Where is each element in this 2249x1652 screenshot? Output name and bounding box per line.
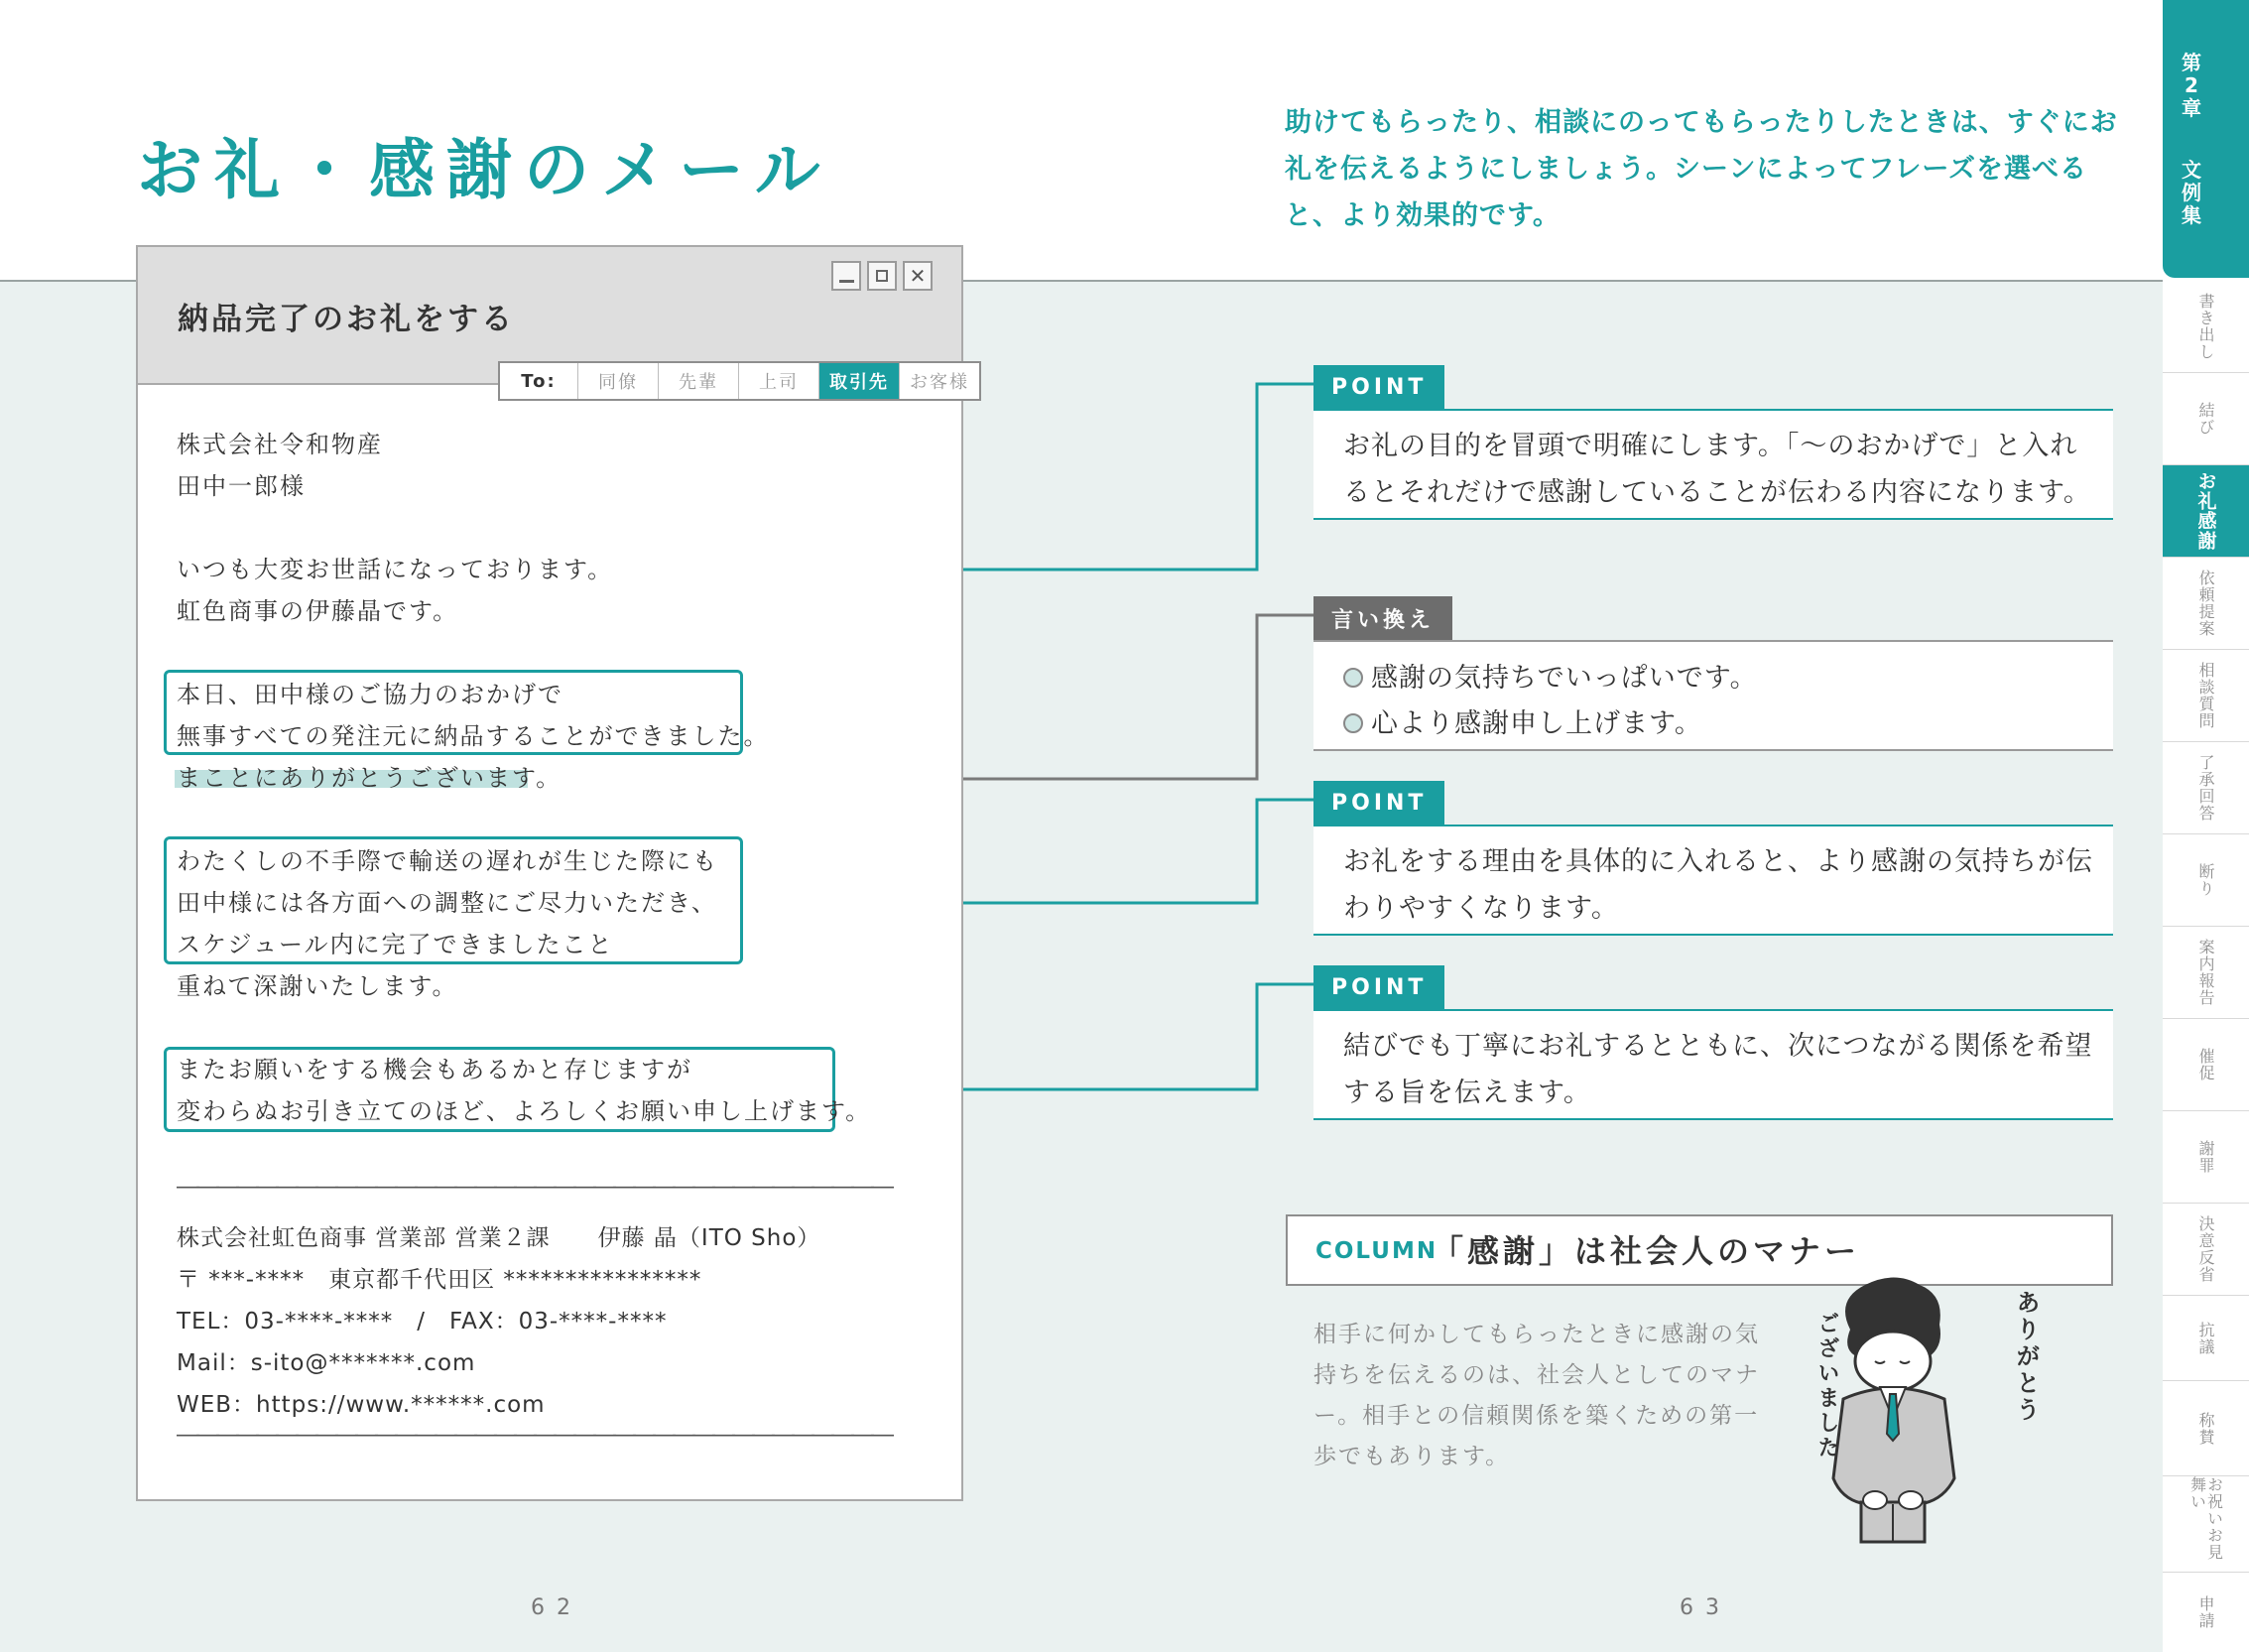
alt-label: 言い換え	[1313, 596, 1452, 640]
sidebar-item-label: 相談質問	[2196, 662, 2215, 729]
minimize-icon[interactable]	[831, 261, 861, 291]
signature-name: 株式会社虹色商事 営業部 営業２課 伊藤 晶（ITO Sho）	[177, 1225, 821, 1251]
signature-mail: Mail：s-ito@*******.com	[177, 1350, 476, 1376]
page-number-right: 63	[1680, 1595, 1731, 1620]
signature-rule: ――――――――――――――――――――――――――――――――――――	[177, 1422, 891, 1448]
point-label: POINT	[1313, 365, 1444, 409]
point-panel-1	[1313, 409, 2113, 520]
point-label: POINT	[1313, 965, 1444, 1009]
sidebar-item-label: 申請	[2196, 1595, 2215, 1629]
sidebar-item-label: 断り	[2196, 863, 2215, 897]
tab-boss[interactable]: 上司	[738, 363, 818, 399]
sidebar-item-kougi[interactable]	[2163, 1296, 2249, 1381]
maximize-icon[interactable]	[867, 261, 897, 291]
body-line: 重ねて深謝いたします。	[177, 972, 458, 1000]
tab-senior[interactable]: 先輩	[658, 363, 738, 399]
point-text-3: 結びでも丁寧にお礼するとともに、次につながる関係を希望する旨を伝えます。	[1343, 1031, 2093, 1108]
sidebar-item-irai[interactable]	[2163, 558, 2249, 650]
intro-text: 助けてもらったり、相談にのってもらったりしたときは、すぐにお礼を伝えるようにしましょう。シーンによってフレーズを選べると、より効果的です。	[1285, 107, 2118, 231]
greeting-line: いつも大変お世話になっております。	[177, 556, 614, 583]
sidebar-item-kotowari[interactable]	[2163, 834, 2249, 927]
point-label: POINT	[1313, 781, 1444, 825]
body-line: 本日、田中様のご協力のおかげで	[177, 681, 563, 708]
bullet-icon	[1343, 668, 1363, 688]
sidebar-item-ketsui[interactable]	[2163, 1204, 2249, 1296]
body-line: スケジュール内に完了できましたこと	[177, 931, 614, 958]
speech-gozaimashita: ございました	[1814, 1312, 1839, 1461]
recipient-tabs	[498, 361, 981, 401]
sidebar-item-label: 決意反省	[2196, 1215, 2215, 1283]
bullet-icon	[1343, 713, 1363, 733]
tab-to: To:	[521, 370, 557, 392]
column-title: 「感謝」は社会人のマナー	[1432, 1232, 1861, 1270]
sidebar-item-kakidashi[interactable]	[2163, 281, 2249, 373]
chapter-tab	[2163, 0, 2249, 278]
sidebar-item-ryoushou[interactable]	[2163, 742, 2249, 834]
close-icon[interactable]: ✕	[903, 261, 933, 291]
sidebar-item-label: 催促	[2196, 1048, 2215, 1081]
signature-address: 〒 ***-**** 東京都千代田区 ****************	[177, 1267, 702, 1293]
sidebar-item-shousan[interactable]	[2163, 1381, 2249, 1476]
body-line: わたくしの不手際で輸送の遅れが生じた際にも	[177, 847, 718, 875]
sidebar-item-label: 称賛	[2196, 1411, 2215, 1446]
signature-web: WEB：https://www.******.com	[177, 1392, 546, 1418]
sidebar-item-label: 案内報告	[2196, 939, 2215, 1006]
sender-intro-line: 虹色商事の伊藤晶です。	[177, 597, 459, 625]
sidebar-item-label: 謝罪	[2196, 1140, 2215, 1174]
sidebar-item-soudan[interactable]	[2163, 650, 2249, 742]
recipient-company: 株式会社令和物産	[177, 431, 383, 458]
sidebar-item-label: お祝いお見舞い	[2187, 1476, 2224, 1561]
sidebar-item-oiwai[interactable]	[2163, 1476, 2249, 1573]
sidebar-item-label: 書き出し	[2196, 293, 2215, 360]
column-tag: COLUMN	[1315, 1238, 1438, 1264]
signature-rule: ――――――――――――――――――――――――――――――――――――	[177, 1174, 891, 1200]
sidebar-item-label: 結び	[2196, 402, 2215, 436]
page-title: お礼・感謝のメール	[137, 132, 832, 208]
chapter-name: 文例集	[2182, 158, 2201, 227]
point-panel-3	[1313, 1009, 2113, 1120]
sidebar-item-label: 了承回答	[2196, 754, 2215, 822]
body-line: 田中様には各方面への調整にご尽力いただき、	[177, 889, 718, 917]
tab-colleague[interactable]: 同僚	[577, 363, 658, 399]
sidebar-item-musubi[interactable]	[2163, 373, 2249, 465]
sidebar-item-label: お礼感謝	[2194, 471, 2217, 551]
alt-phrase-2	[1343, 701, 1702, 740]
alt-phrase-text: 心より感謝申し上げます。	[1371, 708, 1702, 739]
tab-client[interactable]: 取引先	[818, 363, 899, 399]
point-panel-2	[1313, 825, 2113, 936]
sidebar-item-label: 依頼提案	[2196, 570, 2215, 637]
thanks-line: まことにありがとうございます。	[177, 764, 562, 792]
closing-line: 変わらぬお引き立てのほど、よろしくお願い申し上げます。	[177, 1097, 872, 1125]
sidebar-item-saisoku[interactable]	[2163, 1019, 2249, 1111]
page-number-left: 62	[531, 1595, 582, 1620]
body-line: 無事すべての発注元に納品することができました。	[177, 722, 770, 750]
sidebar-item-shazai[interactable]	[2163, 1111, 2249, 1204]
closing-line: またお願いをする機会もあるかと存じますが	[177, 1056, 692, 1083]
point-text-2: お礼をする理由を具体的に入れると、より感謝の気持ちが伝わりやすくなります。	[1343, 846, 2093, 924]
alt-panel	[1313, 640, 2113, 751]
sidebar-item-label: 抗議	[2196, 1321, 2215, 1355]
alt-phrase-1	[1343, 656, 1758, 695]
recipient-name: 田中一郎様	[177, 472, 306, 500]
tab-customer[interactable]: お客様	[899, 363, 979, 399]
sidebar-item-orei[interactable]	[2163, 465, 2249, 558]
column-body: 相手に何かしてもらったときに感謝の気持ちを伝えるのは、社会人としてのマナー。相手との信頼関係を築くための第一歩でもあります。	[1313, 1322, 1760, 1469]
sidebar-item-shinsei[interactable]	[2163, 1573, 2249, 1652]
sidebar-item-annai[interactable]	[2163, 927, 2249, 1019]
alt-phrase-text: 感謝の気持ちでいっぱいです。	[1371, 663, 1758, 694]
point-text-1: お礼の目的を冒頭で明確にします。「〜のおかげで」と入れるとそれだけで感謝していることが伝わる内容になります。	[1343, 431, 2091, 508]
speech-arigatou: ありがとう	[2012, 1290, 2040, 1424]
email-subject: 納品完了のお礼をする	[178, 302, 515, 337]
chapter-number: 第2章	[2182, 51, 2201, 120]
signature-phone: TEL：03-****-**** / FAX：03-****-****	[177, 1309, 668, 1334]
